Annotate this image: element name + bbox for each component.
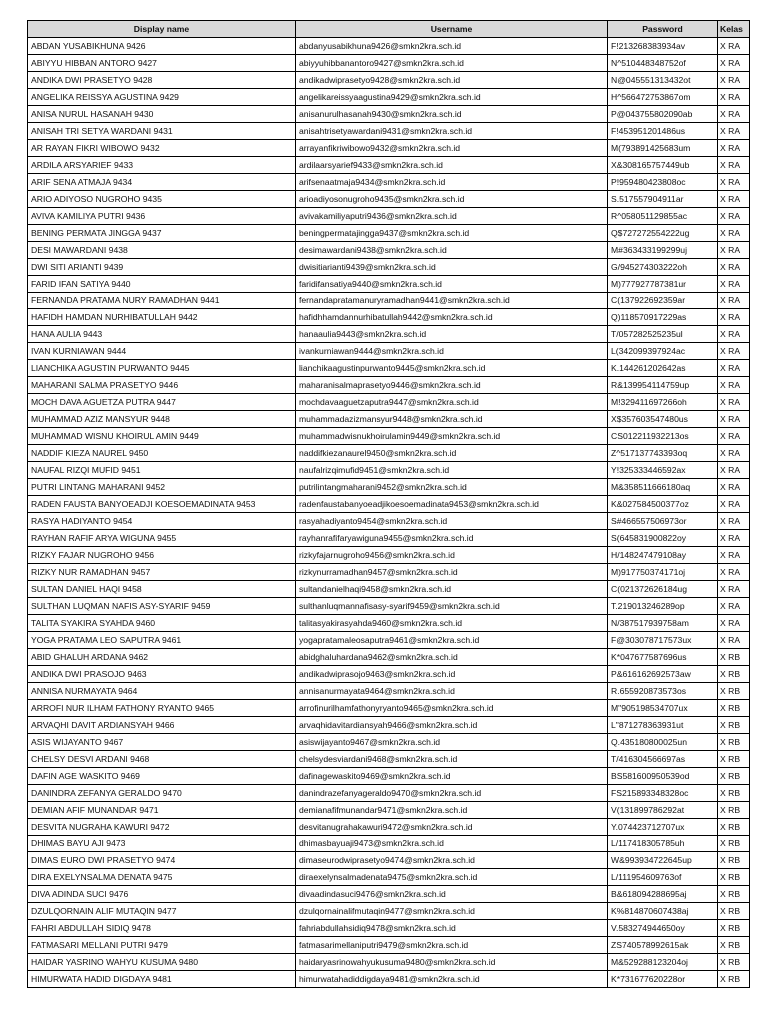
password-cell: FS215893348328oc — [608, 784, 718, 801]
table-row — [28, 37, 750, 54]
table-row — [28, 394, 750, 411]
username-cell: fatmasarimellaniputri9479@smkn2kra.sch.id — [296, 937, 608, 954]
kelas-cell: X RA — [718, 207, 750, 224]
kelas-cell: X RB — [718, 784, 750, 801]
table-row — [28, 496, 750, 513]
kelas-cell: X RA — [718, 190, 750, 207]
kelas-cell: X RA — [718, 139, 750, 156]
password-cell: N@045551313432ot — [608, 71, 718, 88]
kelas-cell: X RB — [718, 971, 750, 988]
username-cell: avivakamiliyaputri9436@smkn2kra.sch.id — [296, 207, 608, 224]
username-cell: divaadindasuci9476@smkn2kra.sch.id — [296, 886, 608, 903]
kelas-cell: X RA — [718, 173, 750, 190]
table-row — [28, 699, 750, 716]
kelas-cell: X RB — [718, 648, 750, 665]
password-cell: K*047677587696us — [608, 648, 718, 665]
display-name-cell: FARID IFAN SATIYA 9440 — [28, 275, 296, 292]
display-name-cell: RASYA HADIYANTO 9454 — [28, 513, 296, 530]
table-row — [28, 88, 750, 105]
password-cell: M)777927787381ur — [608, 275, 718, 292]
display-name-cell: DIVA ADINDA SUCI 9476 — [28, 886, 296, 903]
table-row — [28, 309, 750, 326]
display-name-cell: ABID GHALUH ARDANA 9462 — [28, 648, 296, 665]
username-cell: arrofinurilhamfathonyryanto9465@smkn2kra.sch.id — [296, 699, 608, 716]
username-cell: chelsydesviardani9468@smkn2kra.sch.id — [296, 750, 608, 767]
table-row — [28, 343, 750, 360]
kelas-cell: X RA — [718, 156, 750, 173]
password-cell: F!213268383934av — [608, 37, 718, 54]
display-name-cell: MUHAMMAD WISNU KHOIRUL AMIN 9449 — [28, 428, 296, 445]
header-username: Username — [296, 21, 608, 38]
table-row — [28, 445, 750, 462]
password-cell: N^510448348752of — [608, 54, 718, 71]
username-cell: talitasyakirasyahda9460@smkn2kra.sch.id — [296, 614, 608, 631]
table-row — [28, 954, 750, 971]
kelas-cell: X RB — [718, 733, 750, 750]
kelas-cell: X RA — [718, 428, 750, 445]
username-cell: hanaaulia9443@smkn2kra.sch.id — [296, 326, 608, 343]
kelas-cell: X RB — [718, 937, 750, 954]
display-name-cell: TALITA SYAKIRA SYAHDA 9460 — [28, 614, 296, 631]
password-cell: P@043755802090ab — [608, 105, 718, 122]
table-row — [28, 971, 750, 988]
table-row — [28, 275, 750, 292]
username-cell: beningpermatajingga9437@smkn2kra.sch.id — [296, 224, 608, 241]
display-name-cell: ANDIKA DWI PRASOJO 9463 — [28, 665, 296, 682]
kelas-cell: X RB — [718, 886, 750, 903]
table-row — [28, 665, 750, 682]
username-cell: abiyyuhibbanantoro9427@smkn2kra.sch.id — [296, 54, 608, 71]
table-row — [28, 530, 750, 547]
password-cell: Q)118570917229as — [608, 309, 718, 326]
kelas-cell: X RB — [718, 750, 750, 767]
kelas-cell: X RA — [718, 411, 750, 428]
kelas-cell: X RB — [718, 835, 750, 852]
table-row — [28, 920, 750, 937]
display-name-cell: DANINDRA ZEFANYA GERALDO 9470 — [28, 784, 296, 801]
table-row — [28, 326, 750, 343]
table-row — [28, 716, 750, 733]
username-cell: arifsenaatmaja9434@smkn2kra.sch.id — [296, 173, 608, 190]
display-name-cell: FATMASARI MELLANI PUTRI 9479 — [28, 937, 296, 954]
password-cell: G/945274303222oh — [608, 258, 718, 275]
kelas-cell: X RA — [718, 122, 750, 139]
table-row — [28, 411, 750, 428]
display-name-cell: DAFIN AGE WASKITO 9469 — [28, 767, 296, 784]
kelas-cell: X RA — [718, 343, 750, 360]
kelas-cell: X RA — [718, 88, 750, 105]
kelas-cell: X RB — [718, 869, 750, 886]
password-cell: N/387517939758am — [608, 614, 718, 631]
kelas-cell: X RA — [718, 275, 750, 292]
username-cell: naddifkiezanaurel9450@smkn2kra.sch.id — [296, 445, 608, 462]
password-cell: M&358511666180aq — [608, 479, 718, 496]
table-body — [28, 37, 750, 987]
table-row — [28, 428, 750, 445]
table-row — [28, 224, 750, 241]
display-name-cell: ASIS WIJAYANTO 9467 — [28, 733, 296, 750]
display-name-cell: CHELSY DESVI ARDANI 9468 — [28, 750, 296, 767]
table-row — [28, 207, 750, 224]
username-cell: anisahtrisetyawardani9431@smkn2kra.sch.id — [296, 122, 608, 139]
header-row — [28, 21, 750, 38]
display-name-cell: DESVITA NUGRAHA KAWURI 9472 — [28, 818, 296, 835]
table-row — [28, 547, 750, 564]
username-cell: muhammadazizmansyur9448@smkn2kra.sch.id — [296, 411, 608, 428]
password-cell: Q$727272554222ug — [608, 224, 718, 241]
kelas-cell: X RA — [718, 614, 750, 631]
password-cell: R&139954114759up — [608, 377, 718, 394]
password-cell: H/148247479108ay — [608, 547, 718, 564]
password-cell: L(342099397924ac — [608, 343, 718, 360]
password-cell: T.219013246289op — [608, 597, 718, 614]
password-cell: CS012211932213os — [608, 428, 718, 445]
display-name-cell: ANISAH TRI SETYA WARDANI 9431 — [28, 122, 296, 139]
kelas-cell: X RA — [718, 547, 750, 564]
kelas-cell: X RA — [718, 513, 750, 530]
username-cell: arrayanfikriwibowo9432@smkn2kra.sch.id — [296, 139, 608, 156]
kelas-cell: X RB — [718, 954, 750, 971]
username-cell: arioadiyosonugroho9435@smkn2kra.sch.id — [296, 190, 608, 207]
display-name-cell: RAYHAN RAFIF ARYA WIGUNA 9455 — [28, 530, 296, 547]
password-cell: S#466557506973or — [608, 513, 718, 530]
table-row — [28, 733, 750, 750]
kelas-cell: X RA — [718, 530, 750, 547]
password-cell: L"871278363931ut — [608, 716, 718, 733]
display-name-cell: ANDIKA DWI PRASETYO 9428 — [28, 71, 296, 88]
table-row — [28, 614, 750, 631]
username-cell: mochdavaaguetzaputra9447@smkn2kra.sch.id — [296, 394, 608, 411]
display-name-cell: MAHARANI SALMA PRASETYO 9446 — [28, 377, 296, 394]
display-name-cell: LIANCHIKA AGUSTIN PURWANTO 9445 — [28, 360, 296, 377]
table-row — [28, 937, 750, 954]
table-row — [28, 597, 750, 614]
kelas-cell: X RA — [718, 54, 750, 71]
password-cell: Y.074423712707ux — [608, 818, 718, 835]
username-cell: fernandapratamanuryramadhan9441@smkn2kra.sch.id — [296, 292, 608, 309]
table-row — [28, 173, 750, 190]
username-cell: annisanurmayata9464@smkn2kra.sch.id — [296, 682, 608, 699]
table-row — [28, 54, 750, 71]
kelas-cell: X RA — [718, 479, 750, 496]
kelas-cell: X RB — [718, 716, 750, 733]
username-cell: radenfaustabanyoeadjikoesoemadinata9453@smkn2kra.sch.id — [296, 496, 608, 513]
table-row — [28, 377, 750, 394]
table-row — [28, 71, 750, 88]
display-name-cell: ABDAN YUSABIKHUNA 9426 — [28, 37, 296, 54]
password-cell: ZS740578992615ak — [608, 937, 718, 954]
table-row — [28, 631, 750, 648]
password-cell: F@303078717573ux — [608, 631, 718, 648]
display-name-cell: NADDIF KIEZA NAUREL 9450 — [28, 445, 296, 462]
display-name-cell: HIMURWATA HADID DIGDAYA 9481 — [28, 971, 296, 988]
table-row — [28, 479, 750, 496]
username-cell: ardilaarsyarief9433@smkn2kra.sch.id — [296, 156, 608, 173]
username-cell: arvaqhidavitardiansyah9466@smkn2kra.sch.id — [296, 716, 608, 733]
header-password: Password — [608, 21, 718, 38]
username-cell: maharanisalmaprasetyo9446@smkn2kra.sch.id — [296, 377, 608, 394]
username-cell: faridifansatiya9440@smkn2kra.sch.id — [296, 275, 608, 292]
display-name-cell: MOCH DAVA AGUETZA PUTRA 9447 — [28, 394, 296, 411]
display-name-cell: DIMAS EURO DWI PRASETYO 9474 — [28, 852, 296, 869]
display-name-cell: RADEN FAUSTA BANYOEADJI KOESOEMADINATA 9453 — [28, 496, 296, 513]
kelas-cell: X RA — [718, 224, 750, 241]
username-cell: dafinagewaskito9469@smkn2kra.sch.id — [296, 767, 608, 784]
password-cell: T/057282525235ul — [608, 326, 718, 343]
table-row — [28, 513, 750, 530]
kelas-cell: X RA — [718, 377, 750, 394]
display-name-cell: ANNISA NURMAYATA 9464 — [28, 682, 296, 699]
display-name-cell: DESI MAWARDANI 9438 — [28, 241, 296, 258]
password-cell: K.144261202642as — [608, 360, 718, 377]
password-cell: M&529288123204oj — [608, 954, 718, 971]
username-cell: andikadwiprasetyo9428@smkn2kra.sch.id — [296, 71, 608, 88]
username-cell: danindrazefanyageraldo9470@smkn2kra.sch.id — [296, 784, 608, 801]
username-cell: hafidhhamdannurhibatullah9442@smkn2kra.sch.id — [296, 309, 608, 326]
username-cell: demianafifmunandar9471@smkn2kra.sch.id — [296, 801, 608, 818]
display-name-cell: SULTAN DANIEL HAQI 9458 — [28, 580, 296, 597]
table-row — [28, 903, 750, 920]
display-name-cell: DHIMAS BAYU AJI 9473 — [28, 835, 296, 852]
display-name-cell: AR RAYAN FIKRI WIBOWO 9432 — [28, 139, 296, 156]
kelas-cell: X RB — [718, 699, 750, 716]
password-cell: F!453951201486us — [608, 122, 718, 139]
password-cell: R.655920873573os — [608, 682, 718, 699]
username-cell: angelikareissyaagustina9429@smkn2kra.sch.id — [296, 88, 608, 105]
password-cell: C(137922692359ar — [608, 292, 718, 309]
kelas-cell: X RA — [718, 631, 750, 648]
password-cell: T/416304566697as — [608, 750, 718, 767]
password-cell: K*731677620228or — [608, 971, 718, 988]
display-name-cell: DEMIAN AFIF MUNANDAR 9471 — [28, 801, 296, 818]
password-cell: P!959480423808oc — [608, 173, 718, 190]
username-cell: putrilintangmaharani9452@smkn2kra.sch.id — [296, 479, 608, 496]
password-cell: M#363433199299uj — [608, 241, 718, 258]
password-cell: M(793891425683um — [608, 139, 718, 156]
username-cell: desimawardani9438@smkn2kra.sch.id — [296, 241, 608, 258]
username-cell: rizkyfajarnugroho9456@smkn2kra.sch.id — [296, 547, 608, 564]
kelas-cell: X RA — [718, 394, 750, 411]
table-row — [28, 682, 750, 699]
username-cell: desvitanugrahakawuri9472@smkn2kra.sch.id — [296, 818, 608, 835]
password-cell: Z^517137743393oq — [608, 445, 718, 462]
table-row — [28, 869, 750, 886]
kelas-cell: X RB — [718, 665, 750, 682]
table-row — [28, 190, 750, 207]
display-name-cell: ARIO ADIYOSO NUGROHO 9435 — [28, 190, 296, 207]
table-row — [28, 801, 750, 818]
display-name-cell: RIZKY FAJAR NUGROHO 9456 — [28, 547, 296, 564]
kelas-cell: X RA — [718, 496, 750, 513]
kelas-cell: X RA — [718, 258, 750, 275]
display-name-cell: ARIF SENA ATMAJA 9434 — [28, 173, 296, 190]
username-cell: diraexelynsalmadenata9475@smkn2kra.sch.id — [296, 869, 608, 886]
password-cell: V(131899786292at — [608, 801, 718, 818]
password-cell: S.517557904911ar — [608, 190, 718, 207]
display-name-cell: AVIVA KAMILIYA PUTRI 9436 — [28, 207, 296, 224]
password-cell: X&308165757449ub — [608, 156, 718, 173]
password-cell: B&618094288695aj — [608, 886, 718, 903]
kelas-cell: X RA — [718, 445, 750, 462]
display-name-cell: HAFIDH HAMDAN NURHIBATULLAH 9442 — [28, 309, 296, 326]
password-cell: Q.435180800025un — [608, 733, 718, 750]
password-cell: L/111954609763of — [608, 869, 718, 886]
kelas-cell: X RA — [718, 71, 750, 88]
password-cell: M!329411697266oh — [608, 394, 718, 411]
kelas-cell: X RB — [718, 852, 750, 869]
display-name-cell: BENING PERMATA JINGGA 9437 — [28, 224, 296, 241]
display-name-cell: NAUFAL RIZQI MUFID 9451 — [28, 462, 296, 479]
display-name-cell: IVAN KURNIAWAN 9444 — [28, 343, 296, 360]
kelas-cell: X RA — [718, 241, 750, 258]
display-name-cell: SULTHAN LUQMAN NAFIS ASY-SYARIF 9459 — [28, 597, 296, 614]
table-row — [28, 360, 750, 377]
username-cell: dimaseurodwiprasetyo9474@smkn2kra.sch.id — [296, 852, 608, 869]
username-cell: dzulqornainalifmutaqin9477@smkn2kra.sch.id — [296, 903, 608, 920]
password-cell: Y!325333446592ax — [608, 462, 718, 479]
kelas-cell: X RB — [718, 682, 750, 699]
table-row — [28, 139, 750, 156]
username-cell: dhimasbayuaji9473@smkn2kra.sch.id — [296, 835, 608, 852]
username-cell: fahriabdullahsidiq9478@smkn2kra.sch.id — [296, 920, 608, 937]
kelas-cell: X RA — [718, 360, 750, 377]
username-cell: lianchikaagustinpurwanto9445@smkn2kra.sch.id — [296, 360, 608, 377]
table-row — [28, 648, 750, 665]
username-cell: abidghaluhardana9462@smkn2kra.sch.id — [296, 648, 608, 665]
username-cell: asiswijayanto9467@smkn2kra.sch.id — [296, 733, 608, 750]
username-cell: ivankurniawan9444@smkn2kra.sch.id — [296, 343, 608, 360]
password-cell: K&027584500377oz — [608, 496, 718, 513]
display-name-cell: ARROFI NUR ILHAM FATHONY RYANTO 9465 — [28, 699, 296, 716]
username-cell: muhammadwisnukhoirulamin9449@smkn2kra.sch.id — [296, 428, 608, 445]
display-name-cell: RIZKY NUR RAMADHAN 9457 — [28, 564, 296, 581]
header-display-name: Display name — [28, 21, 296, 38]
display-name-cell: PUTRI LINTANG MAHARANI 9452 — [28, 479, 296, 496]
header-kelas: Kelas — [718, 21, 750, 38]
display-name-cell: FERNANDA PRATAMA NURY RAMADHAN 9441 — [28, 292, 296, 309]
username-cell: dwisitiarianti9439@smkn2kra.sch.id — [296, 258, 608, 275]
password-cell: X$357603547480us — [608, 411, 718, 428]
password-cell: L/117418305785uh — [608, 835, 718, 852]
table-row — [28, 105, 750, 122]
display-name-cell: ANISA NURUL HASANAH 9430 — [28, 105, 296, 122]
table-row — [28, 122, 750, 139]
username-cell: anisanurulhasanah9430@smkn2kra.sch.id — [296, 105, 608, 122]
kelas-cell: X RA — [718, 292, 750, 309]
kelas-cell: X RB — [718, 818, 750, 835]
credentials-table — [27, 20, 750, 988]
table-row — [28, 241, 750, 258]
table-row — [28, 564, 750, 581]
credentials-sheet — [27, 20, 750, 988]
username-cell: rasyahadiyanto9454@smkn2kra.sch.id — [296, 513, 608, 530]
username-cell: himurwatahadiddigdaya9481@smkn2kra.sch.id — [296, 971, 608, 988]
kelas-cell: X RB — [718, 767, 750, 784]
password-cell: M)917750374171oj — [608, 564, 718, 581]
password-cell: C(021372626184ug — [608, 580, 718, 597]
display-name-cell: DZULQORNAIN ALIF MUTAQIN 9477 — [28, 903, 296, 920]
table-row — [28, 750, 750, 767]
kelas-cell: X RA — [718, 37, 750, 54]
password-cell: H^566472753867om — [608, 88, 718, 105]
table-row — [28, 818, 750, 835]
display-name-cell: ARVAQHI DAVIT ARDIANSYAH 9466 — [28, 716, 296, 733]
username-cell: abdanyusabikhuna9426@smkn2kra.sch.id — [296, 37, 608, 54]
table-row — [28, 258, 750, 275]
kelas-cell: X RA — [718, 564, 750, 581]
display-name-cell: ARDILA ARSYARIEF 9433 — [28, 156, 296, 173]
table-row — [28, 835, 750, 852]
display-name-cell: DIRA EXELYNSALMA DENATA 9475 — [28, 869, 296, 886]
password-cell: P&616162692573aw — [608, 665, 718, 682]
table-row — [28, 580, 750, 597]
display-name-cell: HANA AULIA 9443 — [28, 326, 296, 343]
display-name-cell: FAHRI ABDULLAH SIDIQ 9478 — [28, 920, 296, 937]
username-cell: sultandanielhaqi9458@smkn2kra.sch.id — [296, 580, 608, 597]
password-cell: M"905198534707ux — [608, 699, 718, 716]
table-row — [28, 852, 750, 869]
table-row — [28, 784, 750, 801]
username-cell: yogapratamaleosaputra9461@smkn2kra.sch.id — [296, 631, 608, 648]
display-name-cell: ANGELIKA REISSYA AGUSTINA 9429 — [28, 88, 296, 105]
table-row — [28, 767, 750, 784]
password-cell: S(645831900822oy — [608, 530, 718, 547]
kelas-cell: X RB — [718, 920, 750, 937]
kelas-cell: X RB — [718, 903, 750, 920]
password-cell: V.583274944650oy — [608, 920, 718, 937]
table-row — [28, 886, 750, 903]
password-cell: K%814870607438aj — [608, 903, 718, 920]
display-name-cell: YOGA PRATAMA LEO SAPUTRA 9461 — [28, 631, 296, 648]
username-cell: naufalrizqimufid9451@smkn2kra.sch.id — [296, 462, 608, 479]
username-cell: andikadwiprasojo9463@smkn2kra.sch.id — [296, 665, 608, 682]
display-name-cell: ABIYYU HIBBAN ANTORO 9427 — [28, 54, 296, 71]
kelas-cell: X RA — [718, 580, 750, 597]
display-name-cell: DWI SITI ARIANTI 9439 — [28, 258, 296, 275]
password-cell: W&993934722645up — [608, 852, 718, 869]
kelas-cell: X RB — [718, 801, 750, 818]
table-row — [28, 462, 750, 479]
kelas-cell: X RA — [718, 597, 750, 614]
password-cell: R^058051129855ac — [608, 207, 718, 224]
table-row — [28, 156, 750, 173]
kelas-cell: X RA — [718, 326, 750, 343]
username-cell: sulthanluqmannafisasy-syarif9459@smkn2kra.sch.id — [296, 597, 608, 614]
kelas-cell: X RA — [718, 309, 750, 326]
username-cell: rizkynurramadhan9457@smkn2kra.sch.id — [296, 564, 608, 581]
display-name-cell: MUHAMMAD AZIZ MANSYUR 9448 — [28, 411, 296, 428]
username-cell: haidaryasrinowahyukusuma9480@smkn2kra.sch.id — [296, 954, 608, 971]
password-cell: BS581600950539od — [608, 767, 718, 784]
username-cell: rayhanrafifaryawiguna9455@smkn2kra.sch.id — [296, 530, 608, 547]
kelas-cell: X RA — [718, 462, 750, 479]
kelas-cell: X RA — [718, 105, 750, 122]
display-name-cell: HAIDAR YASRINO WAHYU KUSUMA 9480 — [28, 954, 296, 971]
table-row — [28, 292, 750, 309]
